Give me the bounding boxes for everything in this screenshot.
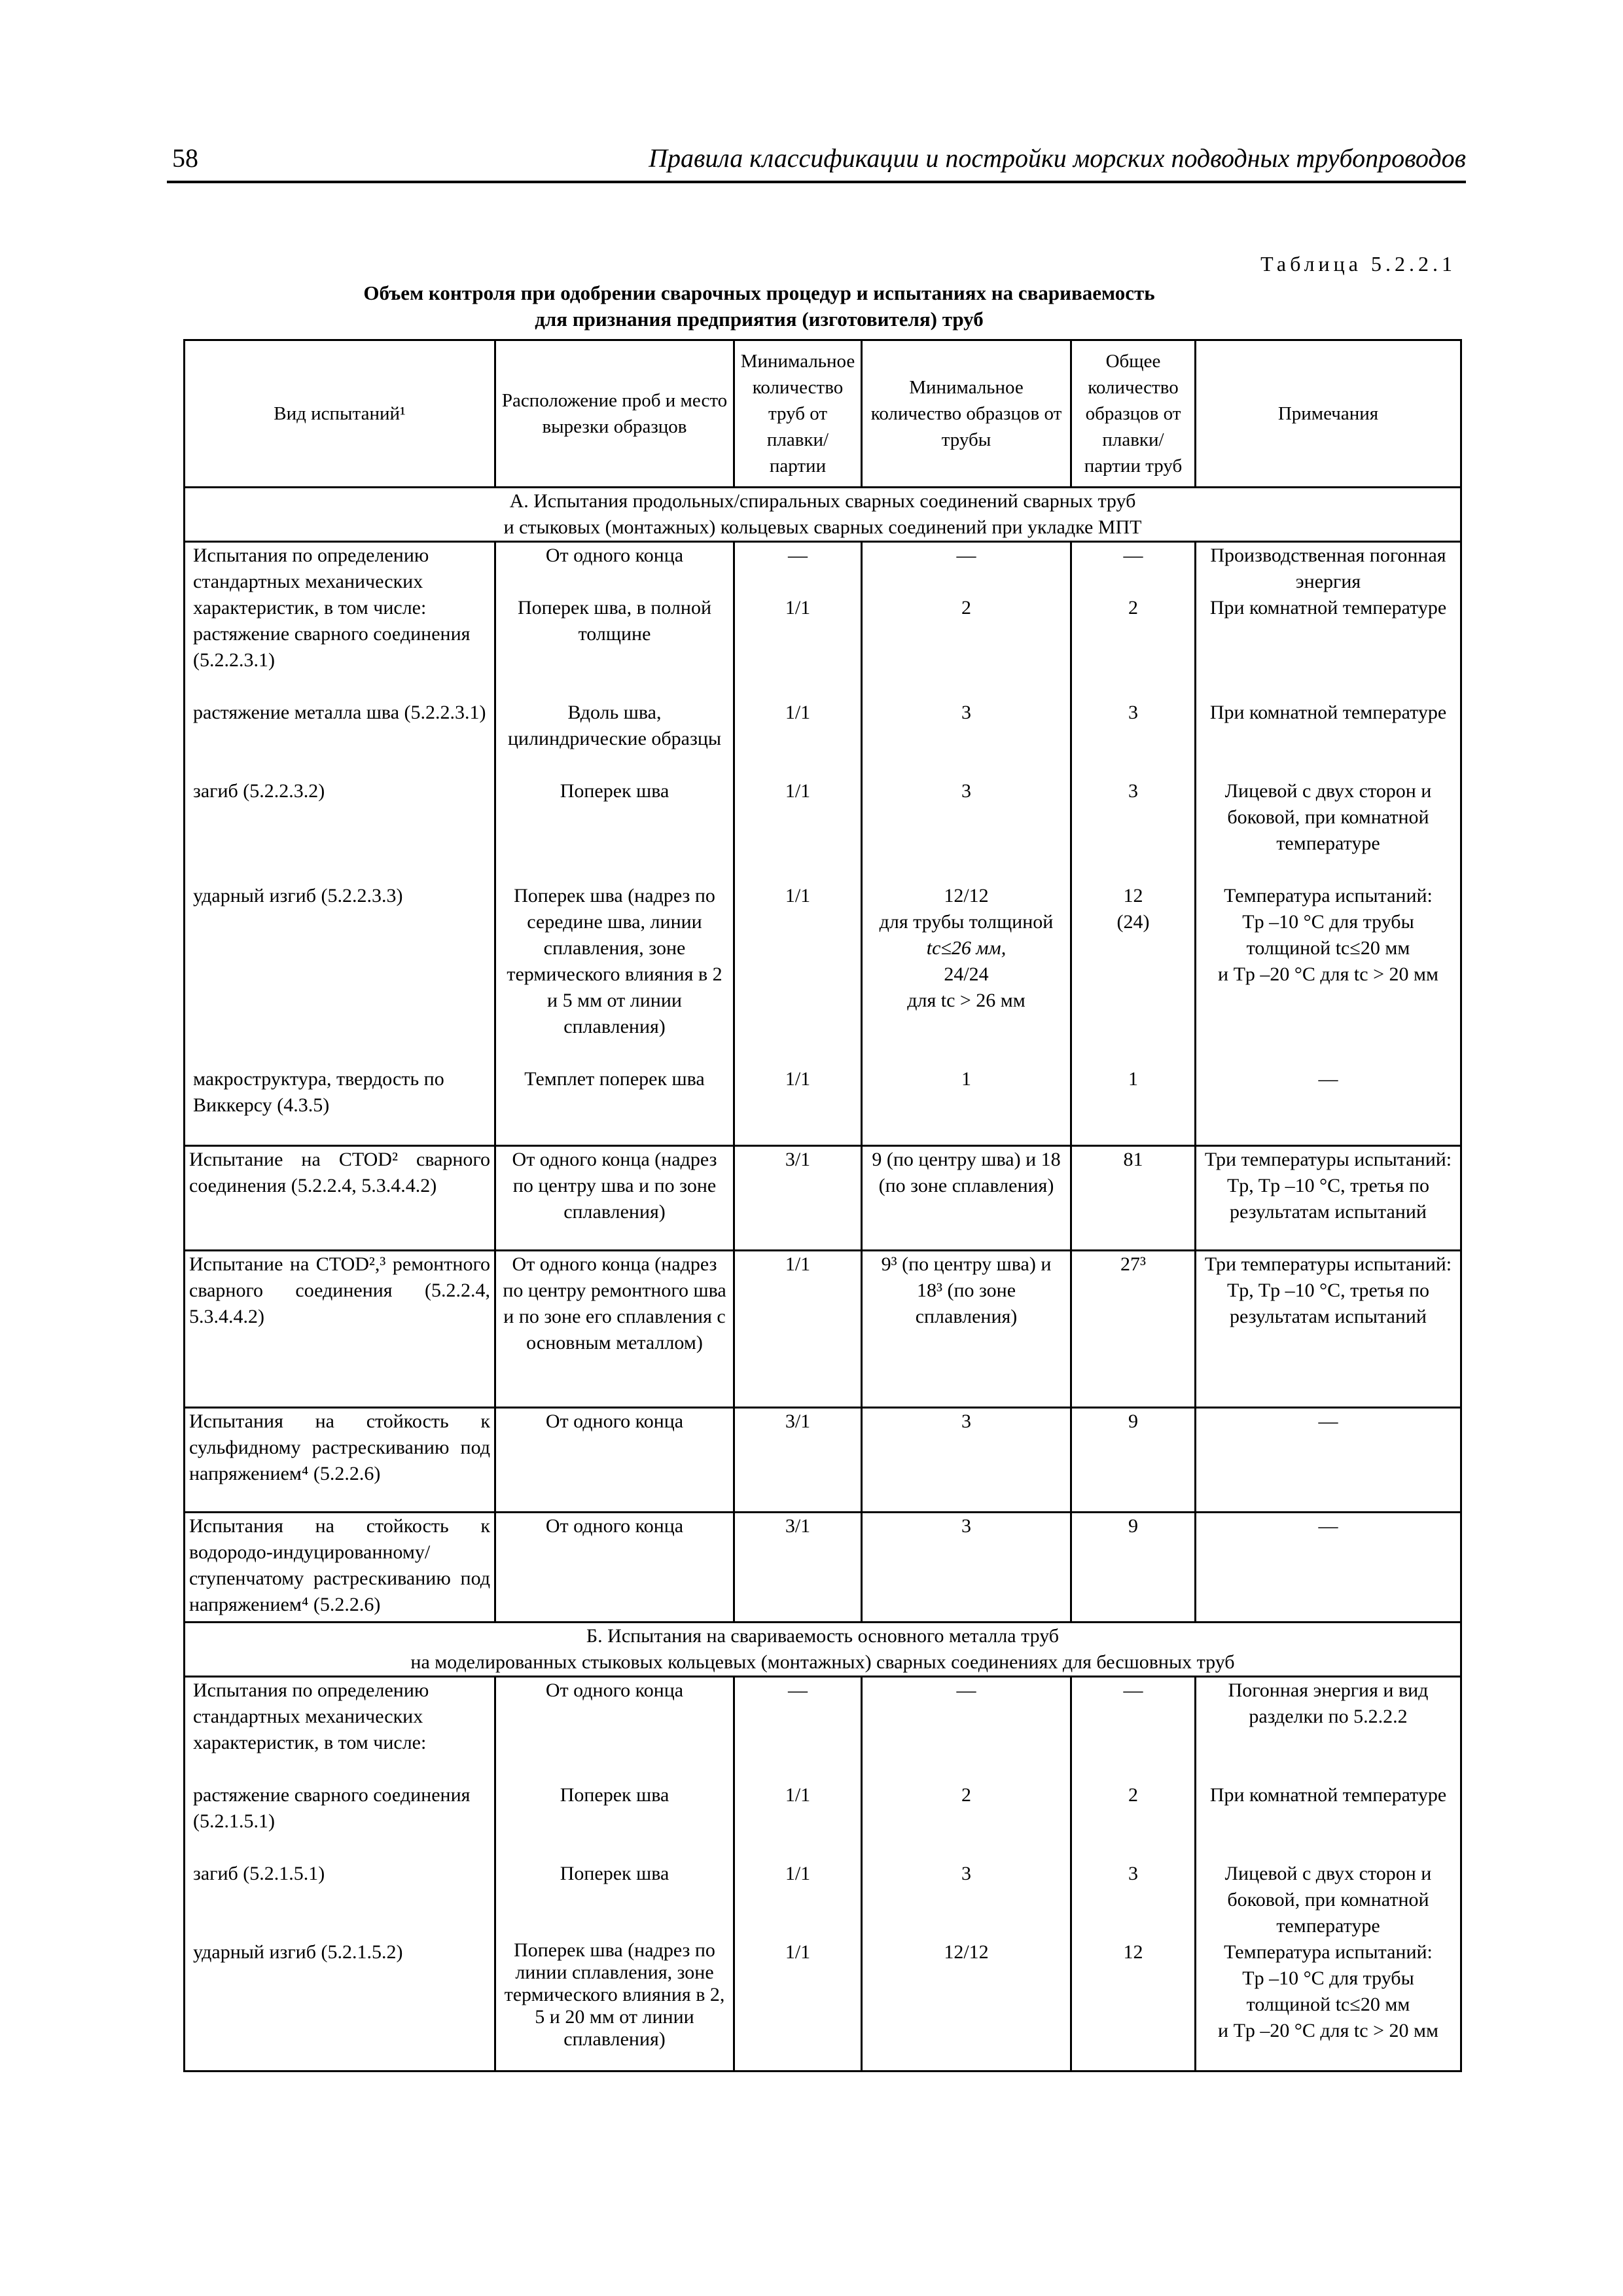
a-location-cell	[495, 542, 734, 1146]
b-r3-samples: 12/12	[944, 1941, 989, 1963]
b-r1-loc: Поперек шва	[560, 1784, 669, 1806]
b-r1-test: растяжение сварного соединения (5.2.1.5.1)	[193, 1784, 471, 1832]
a-r4-pipes: 1/1	[785, 885, 811, 906]
col-header-min-samples: Минимальное количество образцов от трубы	[862, 340, 1071, 488]
b-mech-test: Испытания по определению стандартных механических характеристик, в том числе:	[193, 1679, 429, 1753]
a-r2-total: 3	[1128, 702, 1138, 723]
a-r3-total: 3	[1128, 780, 1138, 802]
a-r8-total: 9	[1071, 1408, 1196, 1513]
a-r8-samples: 3	[862, 1408, 1071, 1513]
page-header	[167, 143, 1466, 183]
b-r3-test: ударный изгиб (5.2.1.5.2)	[193, 1941, 403, 1963]
b-r1-note: При комнатной температуре	[1209, 1784, 1447, 1806]
section-a-row	[185, 488, 1461, 542]
a-r3-pipes: 1/1	[785, 780, 811, 802]
col-header-notes: Примечания	[1196, 340, 1461, 488]
b-location-cell	[495, 1677, 734, 2072]
a-r7-note: Три температуры испытаний: Tp, Tp –10 °C, третья по результатам испытаний	[1196, 1251, 1461, 1408]
a-test-cell	[185, 542, 495, 1146]
b-r2-total: 3	[1128, 1863, 1138, 1884]
a-r9-loc: От одного конца	[495, 1513, 734, 1623]
table-row	[185, 1513, 1461, 1623]
a-r5-loc: Темплет поперек шва	[524, 1068, 705, 1090]
running-title: Правила классификации и постройки морских подводных трубопроводов	[649, 143, 1466, 173]
table-row	[185, 1677, 1461, 2072]
table-row	[185, 542, 1461, 1146]
a-r8-test: Испытания на стойкость к сульфидному растрескиванию под напряжением⁴ (5.2.2.6)	[185, 1408, 495, 1513]
a-r8-note: —	[1196, 1408, 1461, 1513]
b-r2-test: загиб (5.2.1.5.1)	[193, 1863, 325, 1884]
a-r8-loc: От одного конца	[495, 1408, 734, 1513]
a-r9-test: Испытания на стойкость к водородо-индуцированному/ ступенчатому растрескиванию под напряжением⁴ (5.2.2.6)	[185, 1513, 495, 1623]
a-r3-test: загиб (5.2.2.3.2)	[193, 780, 325, 802]
a-r5-pipes: 1/1	[785, 1068, 811, 1090]
b-r1-pipes: 1/1	[785, 1784, 811, 1806]
a-r2-note: При комнатной температуре	[1209, 702, 1447, 723]
a-r4-samples: 12/12 для трубы толщиной tc≤26 мм, 24/24 для tc > 26 мм	[879, 885, 1054, 1011]
a-r2-test: растяжение металла шва (5.2.2.3.1)	[193, 702, 486, 723]
a-pipes-cell	[734, 542, 862, 1146]
a-r6-pipes: 3/1	[734, 1146, 862, 1251]
a-mech-total: — 2	[1123, 545, 1143, 619]
a-r4-total: 12 (24)	[1116, 885, 1150, 933]
b-r2-note: Лицевой с двух сторон и боковой, при комнатной температуре	[1224, 1863, 1432, 1937]
a-r7-test: Испытание на CTOD²,³ ремонтного сварного соединения (5.2.2.4, 5.3.4.4.2)	[185, 1251, 495, 1408]
a-mech-note: Производственная погонная энергия При комнатной температуре	[1209, 545, 1447, 619]
a-samples-cell	[862, 542, 1071, 1146]
inspection-table	[183, 339, 1462, 2072]
col-header-test-type: Вид испытаний¹	[185, 340, 495, 488]
a-mech-pipes: — 1/1	[785, 545, 811, 619]
a-r4-test: ударный изгиб (5.2.2.3.3)	[193, 885, 403, 906]
a-r6-test: Испытание на CTOD² сварного соединения (5.2.2.4, 5.3.4.4.2)	[185, 1146, 495, 1251]
page-number: 58	[172, 143, 198, 173]
section-b-title: Б. Испытания на свариваемость основного металла труб на моделированных стыковых кольцевых (монтажных) сварных соединениях для бесшовных труб	[185, 1623, 1461, 1677]
a-r9-note: —	[1196, 1513, 1461, 1623]
b-mech-samples: —	[956, 1679, 976, 1701]
b-samples-cell	[862, 1677, 1071, 2072]
a-r7-samples: 9³ (по центру шва) и 18³ (по зоне сплавления)	[862, 1251, 1071, 1408]
a-r5-samples: 1	[961, 1068, 971, 1090]
a-r6-note: Три температуры испытаний: Tp, Tp –10 °C, третья по результатам испытаний	[1196, 1146, 1461, 1251]
caption-line-1: Объем контроля при одобрении сварочных процедур и испытаниях на свариваемость	[363, 281, 1155, 304]
b-mech-note: Погонная энергия и вид разделки по 5.2.2.2	[1228, 1679, 1429, 1727]
table-row	[185, 1408, 1461, 1513]
b-r3-total: 12	[1123, 1941, 1143, 1963]
a-r8-pipes: 3/1	[734, 1408, 862, 1513]
a-r2-loc: Вдоль шва, цилиндрические образцы	[507, 702, 722, 749]
a-r3-loc: Поперек шва	[560, 780, 669, 802]
b-r2-loc: Поперек шва	[560, 1863, 669, 1884]
table-label: Таблица 5.2.2.1	[1260, 252, 1456, 276]
a-r2-pipes: 1/1	[785, 702, 811, 723]
b-r3-note: Температура испытаний: Tp –10 °C для трубы толщиной tc≤20 мм и Tp –20 °C для tc > 20 мм	[1218, 1941, 1438, 2041]
a-r9-total: 9	[1071, 1513, 1196, 1623]
table-caption	[288, 280, 1230, 332]
caption-line-2: для признания предприятия (изготовителя) труб	[535, 308, 984, 331]
b-test-cell	[185, 1677, 495, 2072]
a-total-cell	[1071, 542, 1196, 1146]
col-header-location: Расположение проб и место вырезки образцов	[495, 340, 734, 488]
b-r1-samples: 2	[961, 1784, 971, 1806]
a-r3-samples: 3	[961, 780, 971, 802]
b-notes-cell	[1196, 1677, 1461, 2072]
a-r4-loc: Поперек шва (надрез по середине шва, линии сплавления, зоне термического влияния в 2 и 5 мм от линии сплавления)	[507, 885, 722, 1037]
b-total-cell	[1071, 1677, 1196, 2072]
a-r6-loc: От одного конца (надрез по центру шва и по зоне сплавления)	[495, 1146, 734, 1251]
a-mech-samples: — 2	[956, 545, 976, 619]
a-r5-test: макроструктура, твердость по Виккерсу (4.3.5)	[193, 1068, 444, 1116]
a-r2-samples: 3	[961, 702, 971, 723]
table-row	[185, 1146, 1461, 1251]
section-a-title: А. Испытания продольных/спиральных сварных соединений сварных труб и стыковых (монтажных) кольцевых сварных соединений при укладке МПТ	[185, 488, 1461, 542]
b-r3-loc: Поперек шва (надрез по линии сплавления, зоне термического влияния в 2, 5 и 20 мм от линии сплавления)	[504, 1939, 725, 2050]
b-mech-loc: От одного конца	[545, 1679, 684, 1701]
b-mech-total: —	[1123, 1679, 1143, 1701]
a-r3-note: Лицевой с двух сторон и боковой, при комнатной температуре	[1224, 780, 1432, 854]
table-header-row	[185, 340, 1461, 488]
a-r7-total: 27³	[1071, 1251, 1196, 1408]
b-r3-pipes: 1/1	[785, 1941, 811, 1963]
a-r6-samples: 9 (по центру шва) и 18 (по зоне сплавления)	[862, 1146, 1071, 1251]
a-r5-total: 1	[1128, 1068, 1138, 1090]
b-pipes-cell	[734, 1677, 862, 2072]
b-mech-pipes: —	[788, 1679, 808, 1701]
a-r4-note: Температура испытаний: Tp –10 °C для трубы толщиной tc≤20 мм и Tp –20 °C для tc > 20 мм	[1218, 885, 1438, 985]
table-row	[185, 1251, 1461, 1408]
a-notes-cell	[1196, 542, 1461, 1146]
a-r6-total: 81	[1071, 1146, 1196, 1251]
a-mech-loc: От одного конца Поперек шва, в полной толщине	[517, 545, 711, 645]
col-header-min-pipes: Минимальное количество труб от плавки/ партии	[734, 340, 862, 488]
b-r1-total: 2	[1128, 1784, 1138, 1806]
a-mech-test: Испытания по определению стандартных механических характеристик, в том числе: растяжение сварного соединения (5.2.2.3.1)	[193, 545, 471, 671]
a-r5-note: —	[1318, 1068, 1338, 1090]
a-r7-pipes: 1/1	[734, 1251, 862, 1408]
section-b-row	[185, 1623, 1461, 1677]
b-r2-samples: 3	[961, 1863, 971, 1884]
a-r9-pipes: 3/1	[734, 1513, 862, 1623]
col-header-total-samples: Общее количество образцов от плавки/ партии труб	[1071, 340, 1196, 488]
a-r9-samples: 3	[862, 1513, 1071, 1623]
a-r7-loc: От одного конца (надрез по центру ремонтного шва и по зоне его сплавления с основным металлом)	[495, 1251, 734, 1408]
b-r2-pipes: 1/1	[785, 1863, 811, 1884]
